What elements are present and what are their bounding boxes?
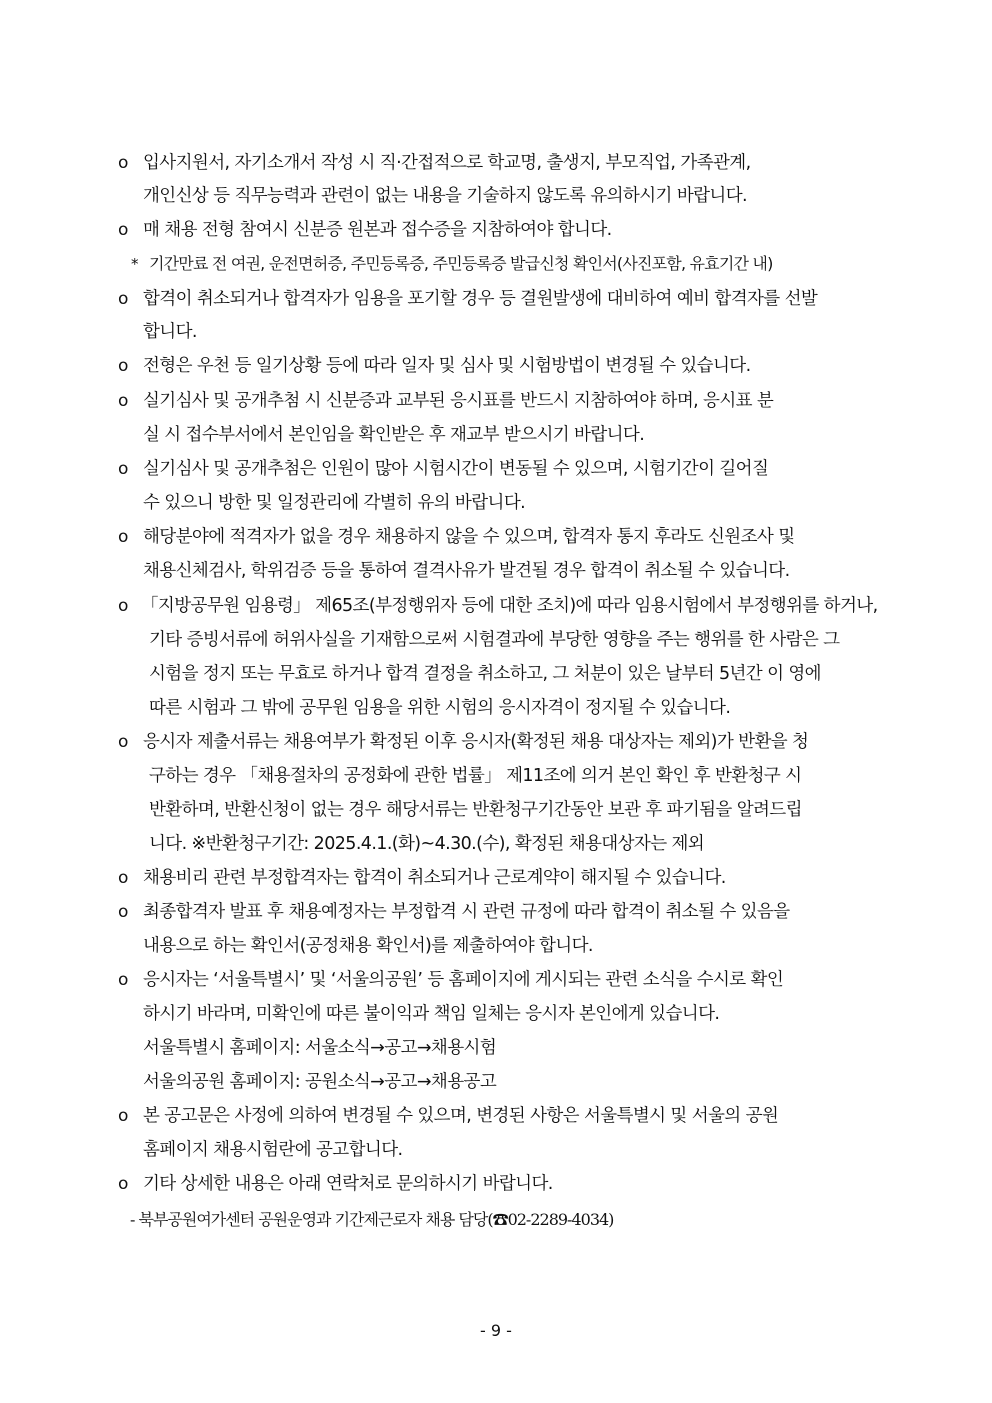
- paragraph-line: 개인신상 등 직무능력과 관련이 없는 내용을 기술하지 않도록 유의하시기 바랍니다.: [143, 186, 747, 206]
- paragraph-line: 기타 증빙서류에 허위사실을 기재함으로써 시험결과에 부당한 영향을 주는 행위를 한 사람은 그: [149, 630, 840, 650]
- paragraph-line: 전형은 우천 등 일기상황 등에 따라 일자 및 심사 및 시험방법이 변경될 수 있습니다.: [143, 356, 751, 376]
- bullet-icon: o: [118, 153, 129, 173]
- bullet-icon: o: [118, 459, 129, 479]
- bullet-icon: o: [118, 970, 129, 990]
- bullet-icon: o: [118, 902, 129, 922]
- paragraph-line: 실기심사 및 공개추첨은 인원이 많아 시험시간이 변동될 수 있으며, 시험기간이 길어질: [143, 459, 769, 479]
- paragraph-line: 시험을 정지 또는 무효로 하거나 합격 결정을 취소하고, 그 처분이 있은 날부터 5년간 이 영에: [149, 664, 821, 684]
- paragraph-line: 본 공고문은 사정에 의하여 변경될 수 있으며, 변경된 사항은 서울특별시 및 서울의 공원: [143, 1106, 779, 1126]
- paragraph-line: 수 있으니 방한 및 일정관리에 각별히 유의 바랍니다.: [143, 493, 526, 513]
- paragraph-line: 합니다.: [143, 322, 197, 342]
- bullet-icon: o: [118, 732, 129, 752]
- paragraph-line: 기타 상세한 내용은 아래 연락처로 문의하시기 바랍니다.: [143, 1174, 553, 1194]
- paragraph-line: 입사지원서, 자기소개서 작성 시 직·간접적으로 학교명, 출생지, 부모직업, 가족관계,: [143, 153, 751, 173]
- paragraph-line: 구하는 경우 「채용절차의 공정화에 관한 법률」 제11조에 의거 본인 확인 후 반환청구 시: [149, 766, 802, 786]
- homepage-path-parks: 서울의공원 홈페이지: 공원소식→공고→채용공고: [143, 1072, 497, 1092]
- paragraph-line: 내용으로 하는 확인서(공정채용 확인서)를 제출하여야 합니다.: [143, 936, 593, 956]
- paragraph-line: 해당분야에 적격자가 없을 경우 채용하지 않을 수 있으며, 합격자 통지 후라도 신원조사 및: [143, 527, 795, 547]
- bullet-icon: o: [118, 391, 129, 411]
- paragraph-line: 매 채용 전형 참여시 신분증 원본과 접수증을 지참하여야 합니다.: [143, 220, 612, 240]
- paragraph-line: 홈페이지 채용시험란에 공고합니다.: [143, 1140, 403, 1160]
- paragraph-line: 니다. ※반환청구기간: 2025.4.1.(화)~4.30.(수), 확정된 채용대상자는 제외: [149, 834, 705, 854]
- bullet-icon: o: [118, 1106, 129, 1126]
- paragraph-line: 실 시 접수부서에서 본인임을 확인받은 후 재교부 받으시기 바랍니다.: [143, 425, 645, 445]
- paragraph-line: 응시자 제출서류는 채용여부가 확정된 이후 응시자(확정된 채용 대상자는 제외)가 반환을 청: [143, 732, 809, 752]
- bullet-icon: o: [118, 1174, 129, 1194]
- bullet-icon: o: [118, 527, 129, 547]
- contact-line: - 북부공원여가센터 공원운영과 기간제근로자 채용 담당(☎02-2289-4034): [130, 1210, 614, 1229]
- paragraph-line: 응시자는 ‘서울특별시’ 및 ‘서울의공원’ 등 홈페이지에 게시되는 관련 소식을 수시로 확인: [143, 970, 784, 990]
- bullet-icon: o: [118, 596, 129, 616]
- homepage-path-seoul: 서울특별시 홈페이지: 서울소식→공고→채용시험: [143, 1038, 497, 1058]
- note-line: 기간만료 전 여권, 운전면허증, 주민등록증, 주민등록증 발급신청 확인서(사진포함, 유효기간 내): [149, 254, 773, 273]
- paragraph-line: 최종합격자 발표 후 채용예정자는 부정합격 시 관련 규정에 따라 합격이 취소될 수 있음을: [143, 902, 790, 922]
- bullet-icon: o: [118, 868, 129, 888]
- paragraph-line: 실기심사 및 공개추첨 시 신분증과 교부된 응시표를 반드시 지참하여야 하며, 응시표 분: [143, 391, 774, 411]
- paragraph-line: 채용신체검사, 학위검증 등을 통하여 결격사유가 발견될 경우 합격이 취소될 수 있습니다.: [143, 561, 790, 581]
- bullet-icon: o: [118, 289, 129, 309]
- asterisk-icon: *: [131, 255, 139, 273]
- paragraph-line: 채용비리 관련 부정합격자는 합격이 취소되거나 근로계약이 해지될 수 있습니다.: [143, 868, 726, 888]
- bullet-icon: o: [118, 220, 129, 240]
- paragraph-line: 따른 시험과 그 밖에 공무원 임용을 위한 시험의 응시자격이 정지될 수 있습니다.: [149, 698, 731, 718]
- paragraph-line: 반환하며, 반환신청이 없는 경우 해당서류는 반환청구기간동안 보관 후 파기됨을 알려드립: [149, 800, 802, 820]
- paragraph-line: 「지방공무원 임용령」 제65조(부정행위자 등에 대한 조치)에 따라 임용시험에서 부정행위를 하거나,: [141, 596, 878, 616]
- paragraph-line: 하시기 바라며, 미확인에 따른 불이익과 책임 일체는 응시자 본인에게 있습니다.: [143, 1004, 720, 1024]
- bullet-icon: o: [118, 356, 129, 376]
- paragraph-line: 합격이 취소되거나 합격자가 임용을 포기할 경우 등 결원발생에 대비하여 예비 합격자를 선발: [143, 289, 818, 309]
- page-number: - 9 -: [480, 1321, 512, 1340]
